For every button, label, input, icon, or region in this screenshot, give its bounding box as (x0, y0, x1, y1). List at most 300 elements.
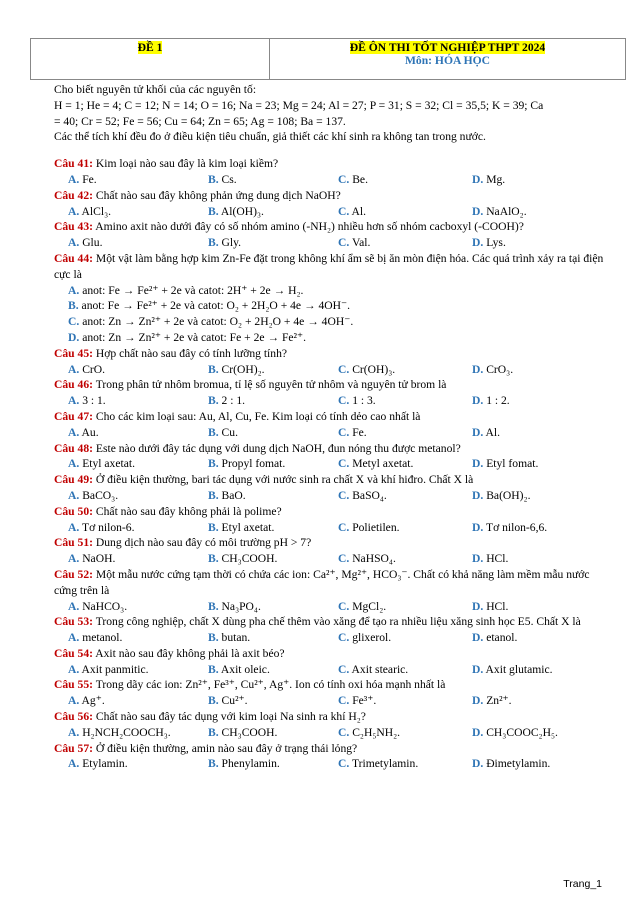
question-stem (54, 219, 610, 235)
question-text: Một mẫu nước cứng tạm thời có chứa các ion: Ca²⁺, Mg²⁺, HCO₃⁻. Chất có khả năng làm mềm mẫu nước cứng trên là (54, 567, 590, 597)
option-letter: B. (208, 172, 219, 186)
answer-option (338, 520, 472, 536)
option-text: HCl. (486, 552, 509, 566)
option-letter: A. (68, 394, 80, 408)
intro-line: Cho biết nguyên tử khối của các nguyên tố: (54, 83, 257, 96)
question-number: Câu 49: (54, 473, 93, 487)
option-letter: A. (68, 283, 80, 297)
option-letter: C. (338, 694, 350, 708)
answer-option (472, 172, 505, 188)
question-text: Amino axit nào dưới đây có số nhóm amino (-NH₂) nhiều hơn số nhóm cacboxyl (-COOH)? (95, 220, 524, 234)
answer-options (54, 393, 610, 409)
exam-title: ĐỀ ÔN THI TỐT NGHIỆP THPT 2024 (349, 41, 546, 54)
option-text: H₂NCH₂COOCH₃. (82, 725, 171, 739)
question-text: Este nào dưới đây tác dụng với dung dịch NaOH, đun nóng thu được metanol? (95, 441, 461, 455)
option-letter: D. (472, 204, 484, 218)
option-letter: B. (68, 299, 79, 313)
option-text: Etyl axetat. (221, 520, 275, 534)
option-text: Etyl fomat. (486, 457, 539, 471)
option-letter: D. (472, 488, 484, 502)
option-letter: A. (68, 204, 80, 218)
question-item (54, 646, 610, 678)
option-text: Fe³⁺. (352, 694, 377, 708)
question-text: Trong phân tử nhôm bromua, tỉ lệ số nguyên tử nhôm và nguyên tử brom là (95, 378, 447, 392)
question-item (54, 567, 610, 614)
answer-option (54, 330, 610, 346)
question-text: Dung dịch nào sau đây có môi trường pH > 7? (95, 536, 312, 550)
option-text: 1 : 2. (486, 394, 510, 408)
answer-option (338, 393, 472, 409)
question-number: Câu 43: (54, 220, 93, 234)
page-number: Trang_1 (563, 878, 602, 890)
option-letter: C. (338, 725, 350, 739)
question-number: Câu 50: (54, 504, 93, 518)
answer-option (338, 204, 472, 220)
option-text: Al. (351, 204, 367, 218)
question-text: Trong dãy các ion: Zn²⁺, Fe³⁺, Cu²⁺, Ag⁺. Ion có tính oxi hóa mạnh nhất là (95, 678, 446, 692)
answer-option (208, 520, 338, 536)
option-letter: B. (208, 488, 219, 502)
answer-options (54, 204, 610, 220)
question-number: Câu 47: (54, 409, 93, 423)
option-text: Cu. (221, 425, 238, 439)
answer-options (54, 362, 610, 378)
option-text: Phenylamin. (221, 757, 280, 771)
answer-options (54, 630, 610, 646)
option-letter: A. (68, 694, 80, 708)
option-text: Val. (351, 236, 371, 250)
question-number: Câu 51: (54, 536, 93, 550)
answer-option (208, 756, 338, 772)
answer-option (338, 693, 472, 709)
option-letter: A. (68, 757, 80, 771)
option-letter: A. (68, 662, 80, 676)
question-text: Ở điều kiện thường, amin nào sau đây ở trạng thái lỏng? (95, 741, 358, 755)
option-letter: C. (338, 394, 350, 408)
option-text: Etyl axetat. (82, 457, 135, 471)
option-text: CH₃COOC₂H₅. (486, 725, 558, 739)
option-letter: B. (208, 204, 219, 218)
option-text: Polietilen. (352, 520, 400, 534)
question-number: Câu 56: (54, 710, 93, 724)
answer-option (472, 488, 530, 504)
intro-block (54, 82, 610, 145)
answer-option (472, 393, 510, 409)
option-letter: C. (338, 599, 350, 613)
option-letter: B. (208, 520, 219, 534)
question-stem (54, 535, 610, 551)
option-letter: B. (208, 425, 219, 439)
answer-option (208, 235, 338, 251)
option-text: Etylamin. (82, 757, 128, 771)
option-text: CrO₃. (486, 362, 514, 376)
option-text: Axit stearic. (351, 662, 409, 676)
option-text: Trimetylamin. (351, 757, 419, 771)
answer-option (208, 662, 338, 678)
exam-code: ĐỀ 1 (137, 41, 163, 54)
option-text: Glu. (82, 236, 103, 250)
answer-option (208, 488, 338, 504)
option-letter: C. (338, 520, 350, 534)
option-letter: C. (338, 552, 350, 566)
question-item (54, 472, 610, 504)
option-letter: D. (472, 694, 484, 708)
question-item (54, 188, 610, 220)
option-text: anot: Fe → Fe²⁺ + 2e và catot: O₂ + 2H₂O + 4e → 4OH⁻. (81, 299, 351, 313)
question-text: Kim loại nào sau đây là kim loại kiềm? (95, 157, 279, 171)
option-letter: A. (68, 725, 80, 739)
option-letter: A. (68, 236, 80, 250)
option-text: Tơ nilon-6,6. (485, 520, 548, 534)
answer-option (472, 456, 538, 472)
option-text: glixerol. (352, 631, 392, 645)
option-letter: A. (68, 488, 80, 502)
answer-option (68, 425, 208, 441)
option-letter: C. (338, 236, 350, 250)
answer-option (338, 425, 472, 441)
answer-option (208, 693, 338, 709)
question-number: Câu 53: (54, 615, 93, 629)
question-stem (54, 472, 610, 488)
question-item (54, 251, 610, 346)
option-letter: A. (68, 362, 80, 376)
answer-option (208, 425, 338, 441)
option-text: Lys. (486, 236, 506, 250)
answer-option (472, 662, 553, 678)
answer-option (68, 756, 208, 772)
answer-option (68, 599, 208, 615)
answer-option (472, 551, 508, 567)
question-text: Chất nào sau đây không phải là polime? (95, 504, 282, 518)
option-text: NaHCO₃. (82, 599, 128, 613)
question-item (54, 441, 610, 473)
option-letter: B. (208, 236, 219, 250)
option-letter: B. (208, 694, 219, 708)
question-number: Câu 54: (54, 646, 93, 660)
option-text: Fe. (352, 425, 367, 439)
option-letter: B. (208, 457, 219, 471)
answer-option (54, 314, 610, 330)
option-letter: B. (208, 394, 219, 408)
question-stem (54, 677, 610, 693)
option-text: NaHSO₄. (352, 552, 396, 566)
option-text: anot: Zn → Zn²⁺ + 2e và catot: Fe + 2e → Fe²⁺. (82, 330, 307, 344)
question-item (54, 219, 610, 251)
option-text: Axit glutamic. (485, 662, 553, 676)
answer-option (208, 630, 338, 646)
question-stem (54, 441, 610, 457)
exam-subject: Môn: HÓA HỌC (404, 54, 491, 67)
answer-option (68, 693, 208, 709)
option-text: Al. (485, 425, 501, 439)
answer-option (208, 393, 338, 409)
option-letter: D. (472, 362, 484, 376)
option-text: Metyl axetat. (352, 457, 414, 471)
answer-options (54, 235, 610, 251)
option-text: CH₃COOH. (221, 552, 278, 566)
option-text: Đimetylamin. (486, 757, 551, 771)
option-text: BaO. (221, 488, 246, 502)
answer-option (68, 520, 208, 536)
option-letter: D. (472, 631, 484, 645)
option-text: Au. (81, 425, 99, 439)
option-letter: C. (338, 457, 350, 471)
answer-option (472, 520, 547, 536)
question-stem (54, 346, 610, 362)
answer-options (54, 662, 610, 678)
option-text: NaAlO₂. (486, 204, 527, 218)
answer-option (472, 630, 517, 646)
answer-option (68, 488, 208, 504)
answer-option (472, 725, 558, 741)
option-letter: B. (208, 757, 219, 771)
question-item (54, 677, 610, 709)
option-letter: D. (472, 425, 484, 439)
question-number: Câu 46: (54, 378, 93, 392)
option-letter: D. (472, 172, 484, 186)
question-text: Một vật làm bằng hợp kim Zn-Fe đặt trong không khí ẩm sẽ bị ăn mòn điện hóa. Các quá trình xảy ra tại điện cực là (54, 251, 604, 281)
question-number: Câu 55: (54, 678, 93, 692)
answer-option (208, 551, 338, 567)
question-item (54, 346, 610, 378)
answer-option (68, 456, 208, 472)
question-item (54, 741, 610, 773)
option-letter: A. (68, 599, 80, 613)
answer-options (54, 520, 610, 536)
option-text: BaCO₃. (82, 488, 119, 502)
option-text: Cu²⁺. (221, 694, 248, 708)
question-stem (54, 409, 610, 425)
option-letter: D. (472, 394, 484, 408)
answer-option (54, 283, 610, 299)
answer-option (208, 456, 338, 472)
answer-option (68, 172, 208, 188)
answer-option (472, 204, 527, 220)
question-stem (54, 188, 610, 204)
answer-options (54, 599, 610, 615)
option-text: CrO. (82, 362, 106, 376)
option-letter: D. (68, 330, 80, 344)
option-text: Cr(OH)₃. (352, 362, 396, 376)
option-letter: C. (338, 631, 350, 645)
question-text: Trong công nghiệp, chất X dùng pha chế thêm vào xăng để tạo ra nhiều liệu xăng sinh học E5. Chất X là (95, 615, 581, 629)
question-text: Chất nào sau đây tác dụng với kim loại Na sinh ra khí H₂? (95, 710, 366, 724)
option-letter: B. (208, 552, 219, 566)
option-letter: D. (472, 236, 484, 250)
option-text: Mg. (486, 172, 506, 186)
answer-option (54, 298, 610, 314)
header-left-cell (31, 39, 270, 79)
answer-option (208, 725, 338, 741)
question-stem (54, 567, 610, 599)
answer-options (54, 425, 610, 441)
answer-option (208, 362, 338, 378)
option-text: Axit panmitic. (81, 662, 149, 676)
answer-option (68, 362, 208, 378)
option-text: BaSO₄. (352, 488, 387, 502)
option-letter: C. (338, 204, 350, 218)
option-letter: B. (208, 725, 219, 739)
option-text: MgCl₂. (352, 599, 387, 613)
option-letter: D. (472, 552, 484, 566)
option-letter: D. (472, 757, 484, 771)
option-letter: C. (68, 315, 80, 329)
option-text: HCl. (486, 599, 509, 613)
answer-option (68, 630, 208, 646)
option-text: metanol. (82, 631, 123, 645)
option-text: Na₃PO₄. (221, 599, 261, 613)
answer-options (54, 756, 610, 772)
intro-line: Các thể tích khí đều đo ở điều kiện tiêu chuẩn, giả thiết các khí sinh ra không tan trong nước. (54, 130, 486, 144)
intro-line: = 40; Cr = 52; Fe = 56; Cu = 64; Zn = 65; Ag = 108; Ba = 137. (54, 114, 346, 128)
question-text: Axit nào sau đây không phải là axit béo? (95, 646, 285, 660)
answer-option (338, 235, 472, 251)
option-text: Cs. (221, 172, 237, 186)
question-item (54, 377, 610, 409)
question-text: Hợp chất nào sau đây có tính lưỡng tính? (95, 346, 288, 360)
option-text: anot: Zn → Zn²⁺ + 2e và catot: O₂ + 2H₂O + 4e → 4OH⁻. (82, 315, 354, 329)
option-text: 1 : 3. (352, 394, 376, 408)
answer-option (472, 599, 508, 615)
option-letter: C. (338, 172, 350, 186)
answer-option (338, 172, 472, 188)
option-text: 2 : 1. (221, 394, 246, 408)
option-text: Be. (352, 172, 368, 186)
answer-option (472, 235, 506, 251)
answer-option (338, 488, 472, 504)
question-number: Câu 52: (54, 567, 93, 581)
answer-options (54, 172, 610, 188)
answer-option (472, 425, 500, 441)
option-letter: D. (472, 725, 484, 739)
option-text: 3 : 1. (82, 394, 106, 408)
option-text: C₂H₅NH₂. (352, 725, 401, 739)
question-item (54, 535, 610, 567)
answer-option (68, 235, 208, 251)
answer-options (54, 488, 610, 504)
option-text: Propyl fomat. (221, 457, 286, 471)
option-letter: B. (208, 662, 219, 676)
question-stem (54, 251, 610, 283)
question-text: Chất nào sau đây không phản ứng dung dịch NaOH? (95, 188, 341, 202)
answer-option (338, 725, 472, 741)
question-text: Cho các kim loại sau: Au, Al, Cu, Fe. Kim loại có tính dẻo cao nhất là (95, 409, 421, 423)
option-text: butan. (221, 631, 251, 645)
option-letter: D. (472, 457, 484, 471)
answer-option (68, 204, 208, 220)
question-number: Câu 45: (54, 346, 93, 360)
answer-option (208, 172, 338, 188)
option-text: Ag⁺. (81, 694, 105, 708)
question-stem (54, 741, 610, 757)
option-text: Al(OH)₃. (220, 204, 264, 218)
option-letter: B. (208, 362, 219, 376)
question-stem (54, 504, 610, 520)
answer-option (68, 662, 208, 678)
answer-option (68, 551, 208, 567)
option-letter: A. (68, 552, 80, 566)
answer-options (54, 693, 610, 709)
option-letter: A. (68, 520, 80, 534)
question-number: Câu 42: (54, 188, 93, 202)
question-list (54, 156, 610, 772)
question-text: Ở điều kiện thường, bari tác dụng với nước sinh ra chất X và khí hiđro. Chất X là (95, 473, 474, 487)
option-letter: C. (338, 362, 350, 376)
question-item (54, 504, 610, 536)
option-letter: D. (472, 520, 484, 534)
answer-option (472, 362, 513, 378)
answer-option (208, 204, 338, 220)
option-letter: C. (338, 662, 350, 676)
question-item (54, 614, 610, 646)
answer-option (338, 662, 472, 678)
answer-options (54, 725, 610, 741)
option-letter: C. (338, 425, 350, 439)
answer-options (54, 456, 610, 472)
question-stem (54, 156, 610, 172)
question-number: Câu 44: (54, 251, 93, 265)
option-letter: A. (68, 631, 80, 645)
option-text: AlCl₃. (81, 204, 112, 218)
option-letter: D. (472, 599, 484, 613)
option-letter: B. (208, 631, 219, 645)
option-text: Tơ nilon-6. (81, 520, 135, 534)
answer-option (68, 725, 208, 741)
question-stem (54, 614, 610, 630)
option-text: Zn²⁺. (486, 694, 512, 708)
answer-option (338, 456, 472, 472)
option-text: NaOH. (82, 552, 116, 566)
header-right-cell (270, 39, 625, 79)
option-letter: D. (472, 662, 484, 676)
answer-option (472, 756, 550, 772)
answer-option (338, 599, 472, 615)
question-number: Câu 41: (54, 157, 93, 171)
option-letter: C. (338, 488, 350, 502)
option-text: Gly. (221, 236, 242, 250)
option-letter: A. (68, 172, 80, 186)
answer-options (54, 551, 610, 567)
option-text: Cr(OH)₂. (221, 362, 265, 376)
option-text: Fe. (82, 172, 97, 186)
option-letter: A. (68, 457, 80, 471)
answer-option (338, 630, 472, 646)
option-text: CH₃COOH. (221, 725, 278, 739)
question-item (54, 409, 610, 441)
option-text: etanol. (486, 631, 518, 645)
question-item (54, 709, 610, 741)
answer-option (68, 393, 208, 409)
option-letter: C. (338, 757, 350, 771)
exam-content (54, 82, 610, 772)
answer-option (472, 693, 512, 709)
answer-option (208, 599, 338, 615)
answer-option (338, 362, 472, 378)
question-stem (54, 709, 610, 725)
answer-option (338, 551, 472, 567)
question-item (54, 156, 610, 188)
question-stem (54, 646, 610, 662)
exam-header (30, 38, 626, 80)
option-letter: B. (208, 599, 219, 613)
answer-option (338, 756, 472, 772)
option-letter: A. (68, 425, 80, 439)
question-number: Câu 57: (54, 741, 93, 755)
question-number: Câu 48: (54, 441, 93, 455)
option-text: anot: Fe → Fe²⁺ + 2e và catot: 2H⁺ + 2e → H₂. (82, 283, 304, 297)
option-text: Axit oleic. (220, 662, 270, 676)
option-text: Ba(OH)₂. (486, 488, 531, 502)
